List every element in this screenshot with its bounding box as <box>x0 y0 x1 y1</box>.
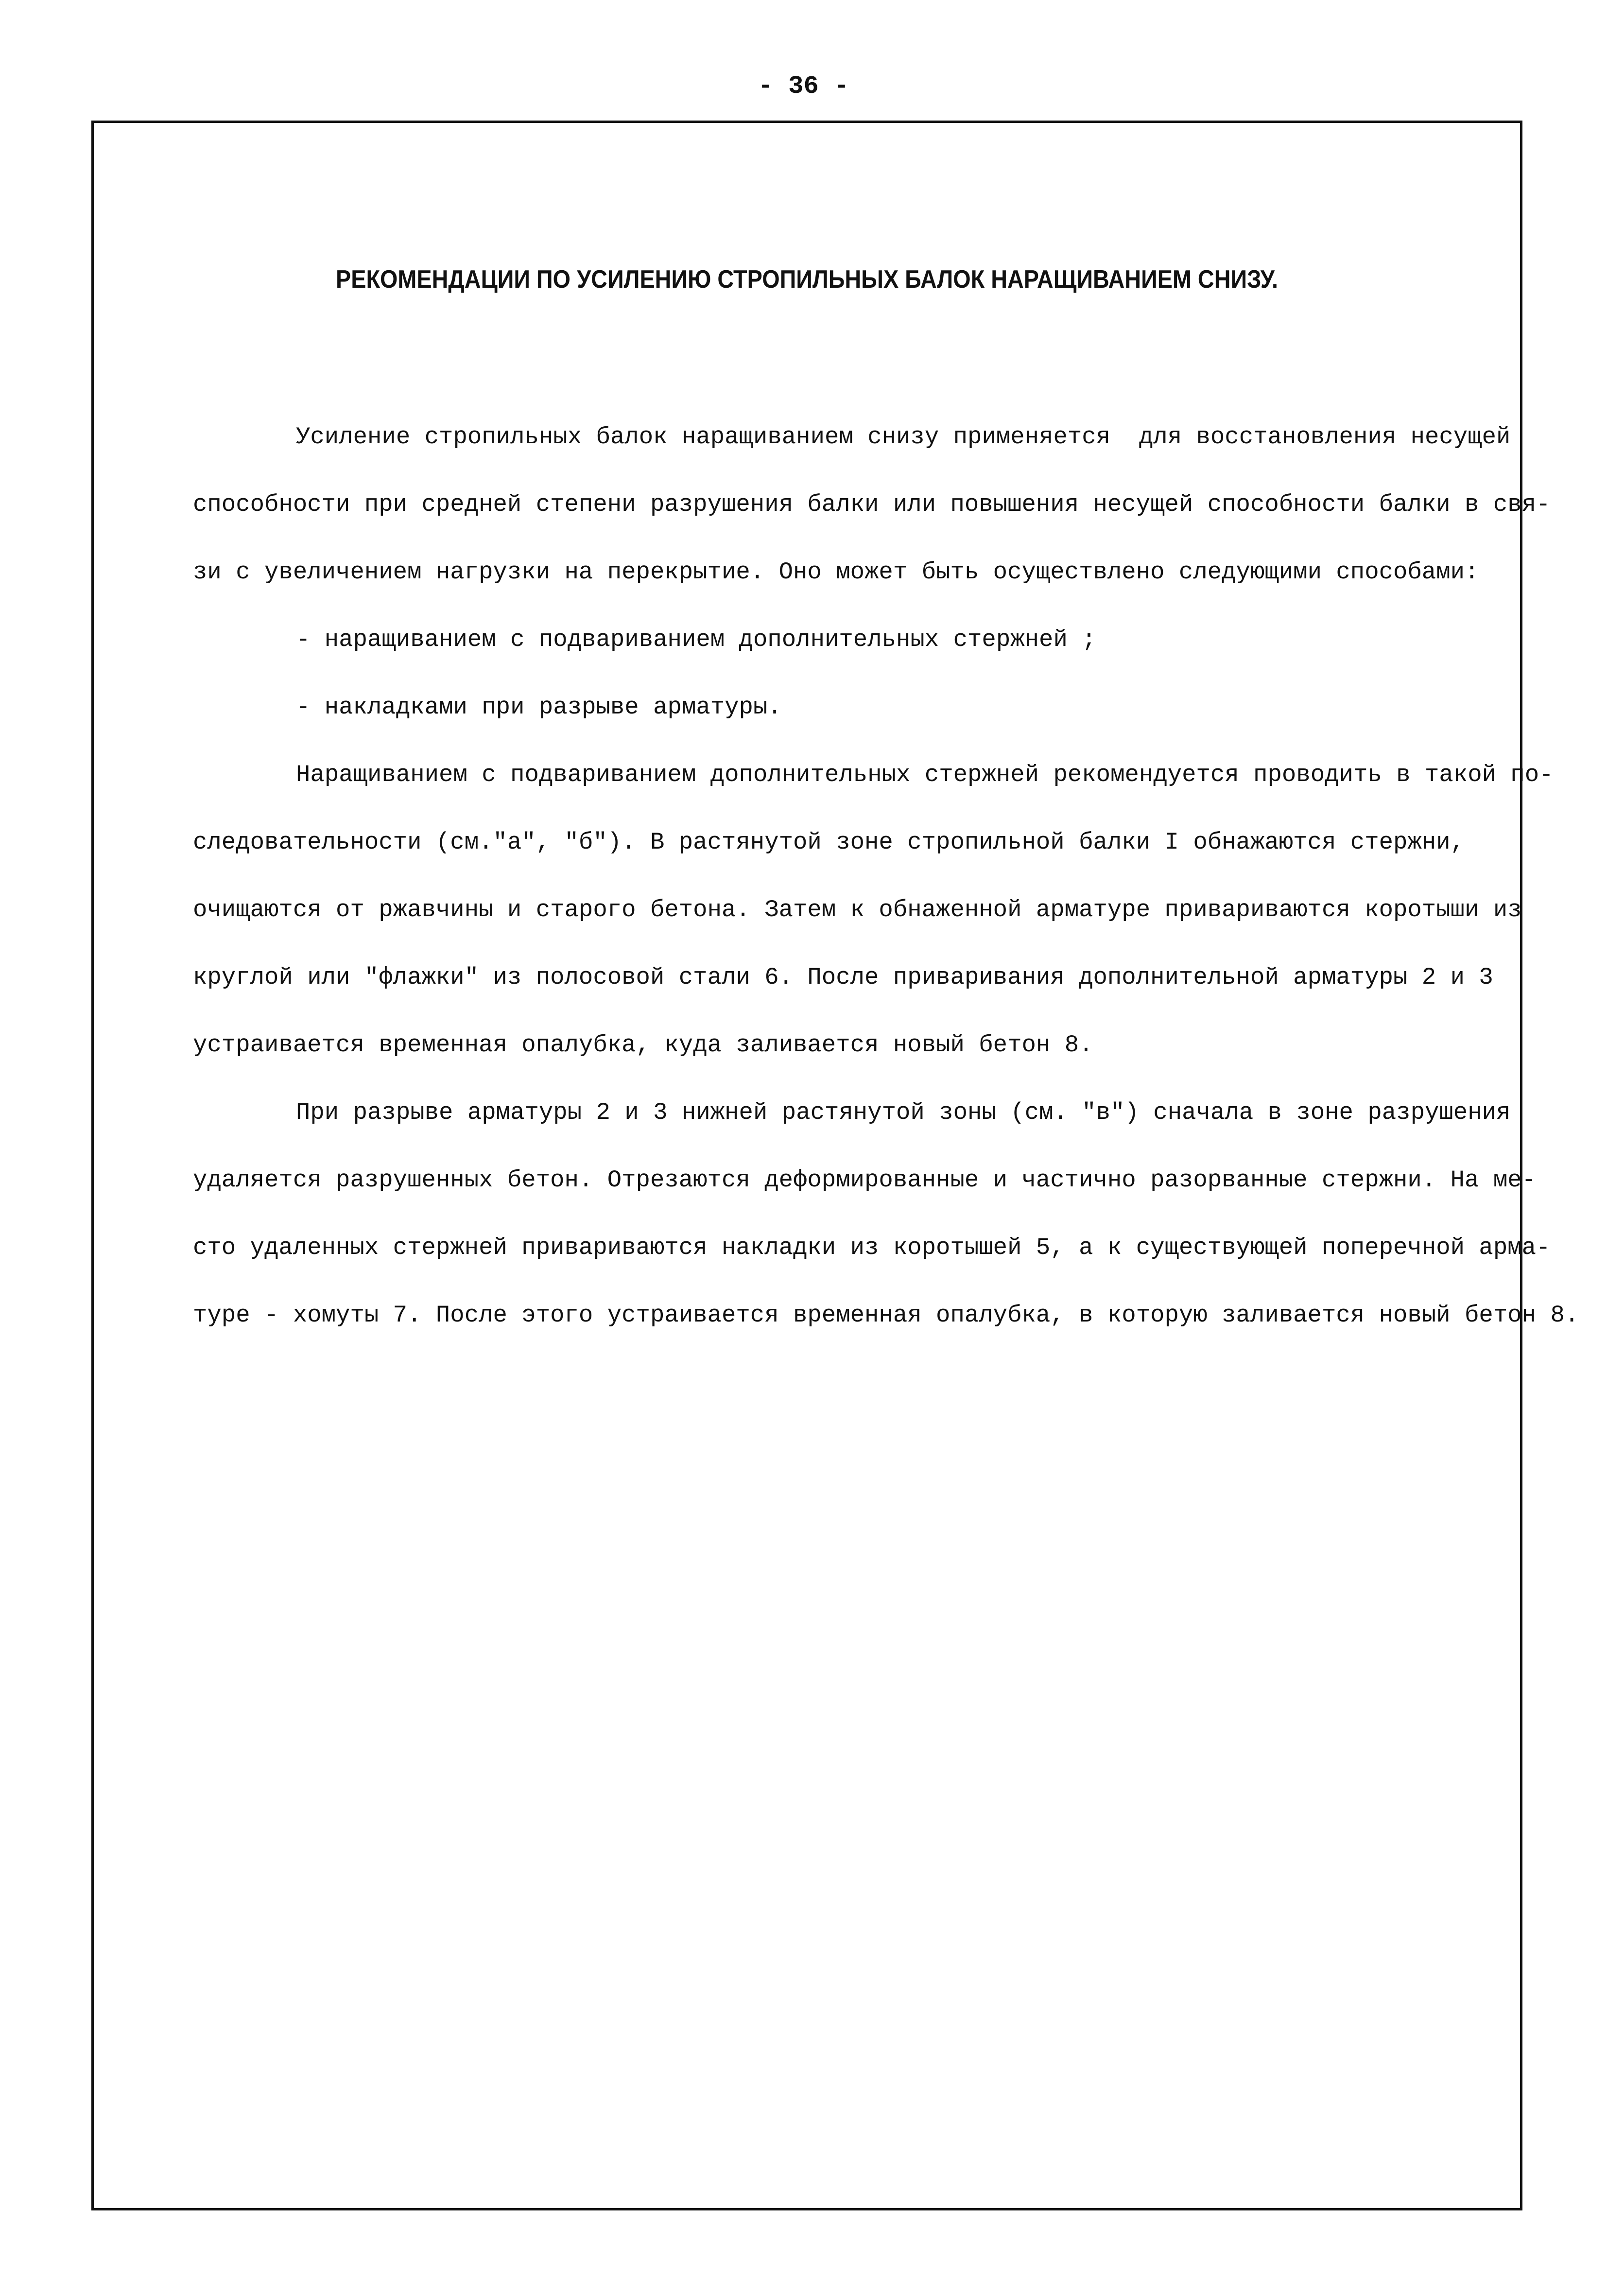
text-line: туре - хомуты 7. После этого устраивается временная опалубка, в которую заливается новый бетон 8. <box>193 1302 1579 1329</box>
text-line: При разрыве арматуры 2 и 3 нижней растянутой зоны (см. "в") сначала в зоне разрушения <box>296 1099 1511 1126</box>
text-line: круглой или "флажки" из полосовой стали 6. После приваривания дополнительной арматуры 2 и 3 <box>193 964 1493 991</box>
text-line: Усиление стропильных балок наращиванием снизу применяется для восстановления несущей <box>296 423 1511 451</box>
body-text <box>193 403 1579 1349</box>
section-heading: РЕКОМЕНДАЦИИ ПО УСИЛЕНИЮ СТРОПИЛЬНЫХ БАЛОК НАРАЩИВАНИЕМ СНИЗУ. <box>336 265 1278 294</box>
text-line: Наращиванием с подвариванием дополнительных стержней рекомендуется проводить в такой по- <box>296 761 1554 788</box>
list-item: - наращиванием с подвариванием дополнительных стержней ; <box>296 626 1096 653</box>
text-line: способности при средней степени разрушения балки или повышения несущей способности балки в свя- <box>193 491 1551 518</box>
text-line: сто удаленных стержней привариваются накладки из коротышей 5, а к существующей поперечной арма- <box>193 1234 1551 1261</box>
list-item: - накладками при разрыве арматуры. <box>296 694 782 721</box>
text-line: устраивается временная опалубка, куда заливается новый бетон 8. <box>193 1031 1093 1059</box>
text-line: следовательности (см."а", "б"). В растянутой зоне стропильной балки I обнажаются стержни, <box>193 829 1465 856</box>
text-line: удаляется разрушенных бетон. Отрезаются деформированные и частично разорванные стержни. На ме- <box>193 1166 1537 1194</box>
text-line: очищаются от ржавчины и старого бетона. Затем к обнаженной арматуре привариваются коротыши из <box>193 896 1522 923</box>
text-line: зи с увеличением нагрузки на перекрытие. Оно может быть осуществлено следующими способами: <box>193 558 1479 586</box>
page-number: - 36 - <box>758 72 849 101</box>
